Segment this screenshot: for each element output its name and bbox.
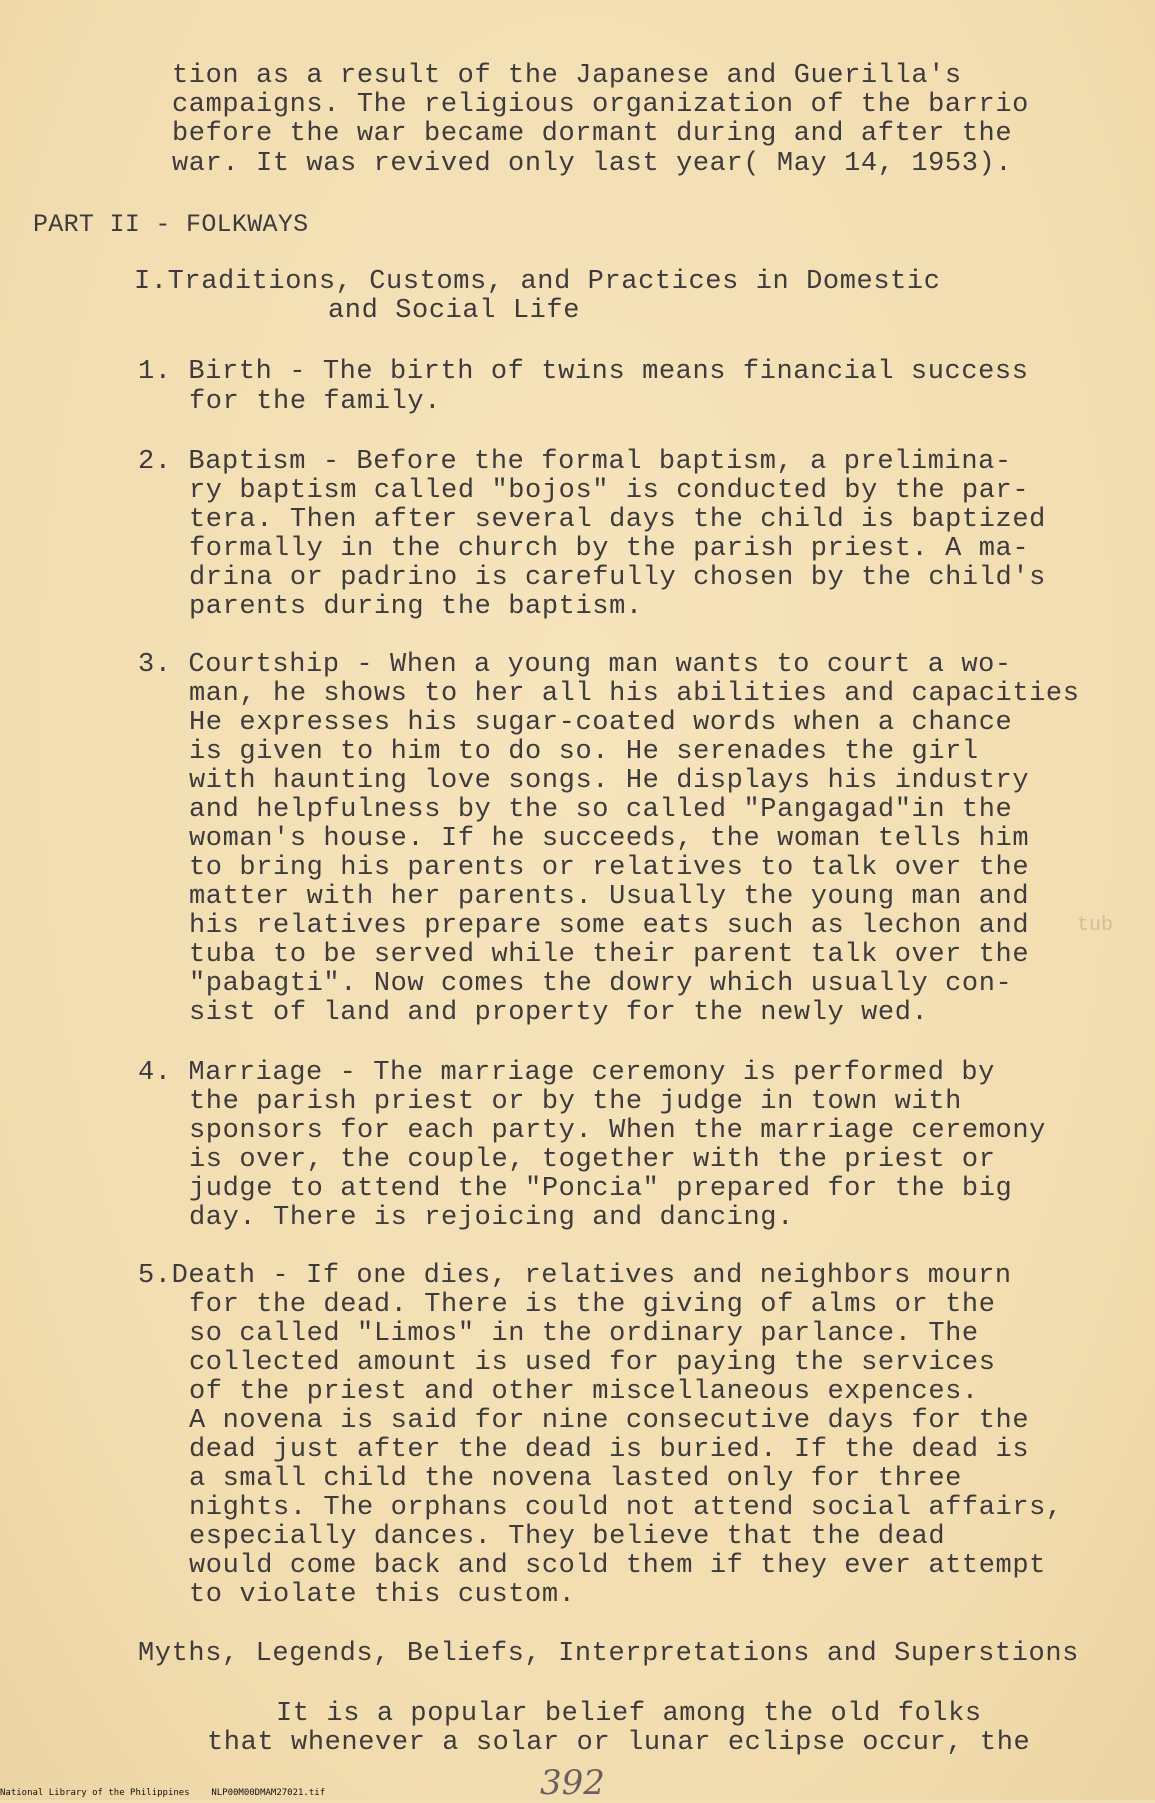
text-line: campaigns. The religious organization of the barrio bbox=[172, 90, 1029, 120]
archive-footer: National Library of the Philippines NLP00M00DMAM27021.tif bbox=[0, 1788, 326, 1798]
text-line: especially dances. They believe that the dead bbox=[189, 1522, 946, 1552]
text-line: sist of land and property for the newly wed. bbox=[189, 998, 929, 1028]
text-line: collected amount is used for paying the services bbox=[189, 1348, 996, 1378]
section-title-continued: and Social Life bbox=[328, 296, 581, 326]
text-line: for the family. bbox=[189, 387, 442, 417]
text-line: 3. Courtship - When a young man wants to court a wo- bbox=[138, 650, 1012, 680]
text-line: of the priest and other miscellaneous expences. bbox=[189, 1377, 979, 1407]
text-line: woman's house. If he succeeds, the woman tells him bbox=[189, 824, 1030, 854]
text-line: and helpfulness by the so called "Pangagad"in the bbox=[189, 795, 1013, 825]
text-line: matter with her parents. Usually the young man and bbox=[189, 882, 1030, 912]
text-line: A novena is said for nine consecutive days for the bbox=[189, 1406, 1030, 1436]
text-line: tera. Then after several days the child is baptized bbox=[189, 505, 1046, 535]
text-line: day. There is rejoicing and dancing. bbox=[189, 1203, 794, 1233]
text-line: formally in the church by the parish priest. A ma- bbox=[189, 534, 1030, 564]
text-line: drina or padrino is carefully chosen by the child's bbox=[189, 563, 1046, 593]
text-line: his relatives prepare some eats such as lechon and bbox=[189, 911, 1030, 941]
text-line: ry baptism called "bojos" is conducted by the par- bbox=[189, 476, 1030, 506]
text-line: a small child the novena lasted only for three bbox=[189, 1464, 962, 1494]
text-line: "pabagti". Now comes the dowry which usually con- bbox=[189, 969, 1013, 999]
text-line: nights. The orphans could not attend social affairs, bbox=[189, 1493, 1063, 1523]
text-line: with haunting love songs. He displays his industry bbox=[189, 766, 1030, 796]
text-line: dead just after the dead is buried. If the dead is bbox=[189, 1435, 1030, 1465]
text-line: to violate this custom. bbox=[189, 1580, 576, 1610]
text-line: before the war became dormant during and after the bbox=[172, 119, 1013, 149]
text-line: to bring his parents or relatives to talk over the bbox=[189, 853, 1030, 883]
section-title: I.Traditions, Customs, and Practices in Domestic bbox=[134, 267, 941, 297]
text-line: the parish priest or by the judge in town with bbox=[189, 1087, 962, 1117]
text-line: sponsors for each party. When the marriage ceremony bbox=[189, 1116, 1046, 1146]
text-line: is given to him to do so. He serenades the girl bbox=[189, 737, 979, 767]
text-line: man, he shows to her all his abilities and capacities bbox=[189, 679, 1080, 709]
section-title: Myths, Legends, Beliefs, Interpretations and Superstions bbox=[138, 1639, 1079, 1669]
text-line: 1. Birth - The birth of twins means financial success bbox=[138, 357, 1029, 387]
text-line: for the dead. There is the giving of alms or the bbox=[189, 1290, 996, 1320]
part-heading: PART II - FOLKWAYS bbox=[33, 210, 309, 239]
text-line: judge to attend the "Poncia" prepared for the big bbox=[189, 1174, 1013, 1204]
text-line: that whenever a solar or lunar eclipse occur, the bbox=[207, 1728, 1031, 1758]
page-number: 392 bbox=[540, 1763, 605, 1803]
text-line: tuba to be served while their parent talk over the bbox=[189, 940, 1030, 970]
margin-note: tub bbox=[1077, 914, 1114, 937]
text-line: so called "Limos" in the ordinary parlance. The bbox=[189, 1319, 979, 1349]
text-line: would come back and scold them if they ever attempt bbox=[189, 1551, 1046, 1581]
text-line: war. It was revived only last year( May 14, 1953). bbox=[172, 149, 1013, 179]
text-line: is over, the couple, together with the priest or bbox=[189, 1145, 996, 1175]
text-line: It is a popular belief among the old folks bbox=[276, 1699, 982, 1729]
text-line: 4. Marriage - The marriage ceremony is performed by bbox=[138, 1058, 995, 1088]
text-line: He expresses his sugar-coated words when a chance bbox=[189, 708, 1013, 738]
text-line: 2. Baptism - Before the formal baptism, a prelimina- bbox=[138, 447, 1012, 477]
text-line: tion as a result of the Japanese and Guerilla's bbox=[172, 61, 962, 91]
text-line: parents during the baptism. bbox=[189, 592, 643, 622]
text-line: 5.Death - If one dies, relatives and neighbors mourn bbox=[138, 1261, 1012, 1291]
